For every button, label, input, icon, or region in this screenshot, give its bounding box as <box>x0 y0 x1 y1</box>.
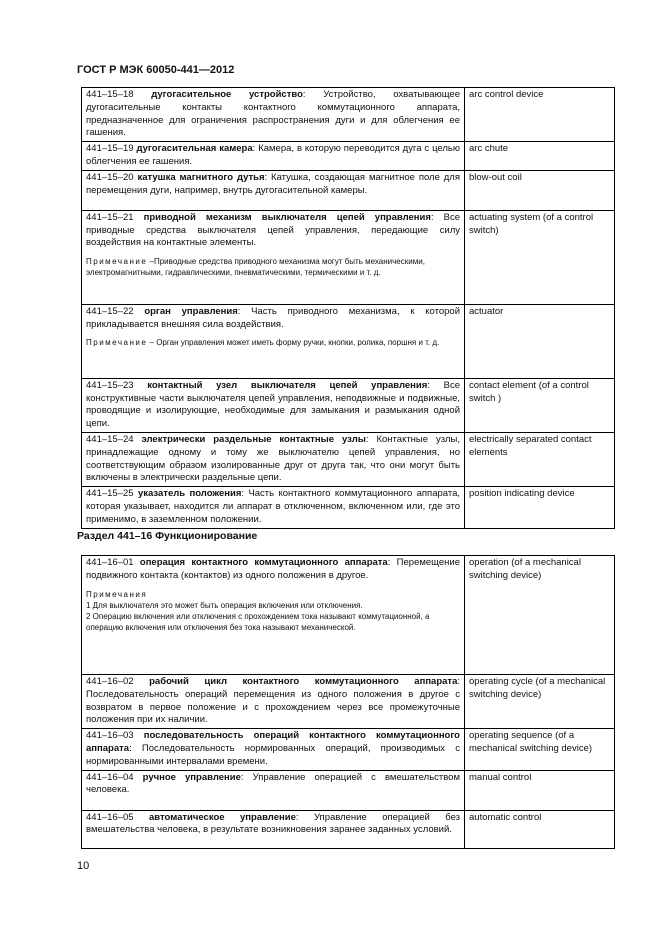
table-row <box>82 487 615 528</box>
definition-text: : Часть приводного механизма, к которой прикладывается внешняя сила воздействия. <box>86 305 460 330</box>
english-term-cell: actuating system (of a control switch) <box>465 210 615 304</box>
note-block <box>86 337 460 348</box>
term-name: автоматическое управление <box>149 811 296 823</box>
term-name: дугогасительная камера <box>136 143 253 155</box>
note-text: – Орган управления может иметь форму ручки, кнопки, ролика, поршня и т. д. <box>147 338 440 348</box>
english-term-cell: contact element (of a control switch ) <box>465 378 615 432</box>
term-code: 441–15–19 <box>86 143 134 155</box>
table-row <box>82 142 615 171</box>
table-row <box>82 556 615 675</box>
term-code: 441–16–05 <box>86 811 134 823</box>
table-row <box>82 88 615 142</box>
table-row <box>82 304 615 378</box>
definition-paragraph <box>86 143 460 169</box>
term-code: 441–15–22 <box>86 305 134 317</box>
table-row <box>82 770 615 810</box>
definition-paragraph <box>86 730 460 768</box>
english-term-cell: arc control device <box>465 88 615 142</box>
term-name: электрически раздельные контактные узлы <box>141 433 366 445</box>
term-name: операция контактного коммутационного аппарата <box>139 557 388 568</box>
term-definition-cell <box>82 675 465 729</box>
terms-table-441-16 <box>81 555 615 849</box>
term-code: 441–15–25 <box>86 488 134 500</box>
english-term-cell: position indicating device <box>465 487 615 528</box>
term-code: 441–15–21 <box>86 211 134 223</box>
terms-table-441-15 <box>81 87 615 529</box>
term-code: 441–15–18 <box>86 89 134 100</box>
definition-text: : Камера, в которую переводится дуга с целью облегчения ее гашения. <box>86 143 460 167</box>
term-code: 441–15–24 <box>86 433 134 445</box>
term-definition-cell <box>82 810 465 848</box>
note-item: 2 Операцию включения или отключения с прохождением тока называют коммутационной, а операцию включения или отключения без тока называют механической. <box>86 611 430 632</box>
term-definition-cell <box>82 304 465 378</box>
english-term-cell: automatic control <box>465 810 615 848</box>
term-definition-cell <box>82 556 465 675</box>
term-code: 441–15–23 <box>86 379 134 391</box>
definition-paragraph <box>86 812 460 838</box>
table-row <box>82 170 615 210</box>
definition-text: : Часть контактного коммутационного аппарата, которая указывает, находится ли аппарат в отключенном, включенном или, где это применимо, в заземленном положении. <box>86 488 461 525</box>
definition-paragraph <box>86 172 460 198</box>
term-name: приводной механизм выключателя цепей управления <box>143 211 431 223</box>
table-row <box>82 810 615 848</box>
document-header: ГОСТ Р МЭК 60050-441—2012 <box>77 64 235 76</box>
definition-paragraph <box>86 557 460 583</box>
table-row <box>82 210 615 304</box>
table-row <box>82 729 615 770</box>
table-row <box>82 378 615 432</box>
note-text: –Приводные средства приводного механизма могут быть механическими, электромагнитными, гидравлическими, пневматическими, термическими и т. д. <box>86 257 425 278</box>
term-name: орган управления <box>144 305 238 317</box>
definition-paragraph <box>86 306 460 332</box>
note-label: Примечание <box>86 338 148 348</box>
term-definition-cell <box>82 210 465 304</box>
english-term-cell: actuator <box>465 304 615 378</box>
term-definition-cell <box>82 170 465 210</box>
definition-text: : Последовательность операций перемещения из одного положения в другое с возвратом в первое положение и с прохождением через все промежуточные положения при их наличии. <box>86 676 460 726</box>
term-definition-cell <box>82 142 465 171</box>
english-term-cell: operating sequence (of a mechanical switching device) <box>465 729 615 770</box>
term-name: рабочий цикл контактного коммутационного аппарата <box>149 676 458 687</box>
term-name: ручное управление <box>142 771 241 783</box>
term-definition-cell <box>82 88 465 142</box>
english-term-cell: arc chute <box>465 142 615 171</box>
term-name: последовательность операций контактного коммутационного аппарата <box>86 730 460 754</box>
english-term-cell: operation (of a mechanical switching device) <box>465 556 615 675</box>
english-term-cell: blow-out coil <box>465 170 615 210</box>
definition-paragraph <box>86 434 460 485</box>
page-number: 10 <box>77 860 90 872</box>
definition-text: : Перемещение подвижного контакта (контактов) из одного положения в другое. <box>86 557 461 581</box>
note-label: Примечание <box>86 257 148 267</box>
term-definition-cell <box>82 487 465 528</box>
note-label: Примечания <box>86 589 148 599</box>
term-name: дугогасительное устройство <box>151 89 303 100</box>
definition-paragraph <box>86 772 460 798</box>
term-name: контактный узел выключателя цепей управления <box>147 379 428 391</box>
note-block <box>86 256 460 278</box>
definition-paragraph <box>86 676 460 727</box>
term-definition-cell <box>82 378 465 432</box>
section-title: Раздел 441–16 Функционирование <box>77 530 258 542</box>
term-definition-cell <box>82 432 465 486</box>
definition-paragraph <box>86 380 460 431</box>
term-code: 441–16–02 <box>86 676 134 687</box>
definition-text: : Последовательность нормированных операций, производимых с нормированными интервалами времени. <box>86 742 460 767</box>
note-item: 1 Для выключателя это может быть операция включения или отключения. <box>86 600 363 610</box>
definition-paragraph <box>86 212 460 250</box>
definition-text: : Все приводные средства выключателя цепей управления, передающие силу воздействия на контактные элементы. <box>86 211 461 249</box>
definition-text: : Контактные узлы, принадлежащие одному и тому же выключателю цепей управления, но соответствующим образом изолированные друг от друга так, что они могут быть включены в электрически раздельные цепи. <box>86 433 460 484</box>
term-definition-cell <box>82 770 465 810</box>
term-code: 441–16–04 <box>86 771 134 783</box>
english-term-cell: manual control <box>465 770 615 810</box>
table-row <box>82 675 615 729</box>
definition-paragraph <box>86 89 460 140</box>
english-term-cell: electrically separated contact elements <box>465 432 615 486</box>
definition-text: : Устройство, охватывающее дугогасительные контакты контактного коммутационного аппарата, предназначенное для ограничения распространения дуги и для облегчения ее гашения. <box>86 89 460 139</box>
term-code: 441–15–20 <box>86 171 134 183</box>
term-name: указатель положения <box>137 488 242 500</box>
definition-text: : Управление операцией без вмешательства человека, в результате возникновения заранее заданных условий. <box>86 811 461 836</box>
definition-text: : Управление операцией с вмешательством человека. <box>86 771 460 796</box>
term-code: 441–16–01 <box>86 557 134 568</box>
definition-paragraph <box>86 488 460 526</box>
term-code: 441–16–03 <box>86 730 134 742</box>
note-block <box>86 589 460 633</box>
definition-text: : Все конструктивные части выключателя цепей управления, неподвижные и подвижные, проводящие и изолирующие, необходимые для замыкания и размыкания одной цепи. <box>86 379 461 430</box>
term-definition-cell <box>82 729 465 770</box>
definition-text: : Катушка, создающая магнитное поле для перемещения дуги, например, внутрь дугогасительной камеры. <box>86 171 460 196</box>
table-row <box>82 432 615 486</box>
english-term-cell: operating cycle (of a mechanical switching device) <box>465 675 615 729</box>
term-name: катушка магнитного дутья <box>137 171 265 183</box>
